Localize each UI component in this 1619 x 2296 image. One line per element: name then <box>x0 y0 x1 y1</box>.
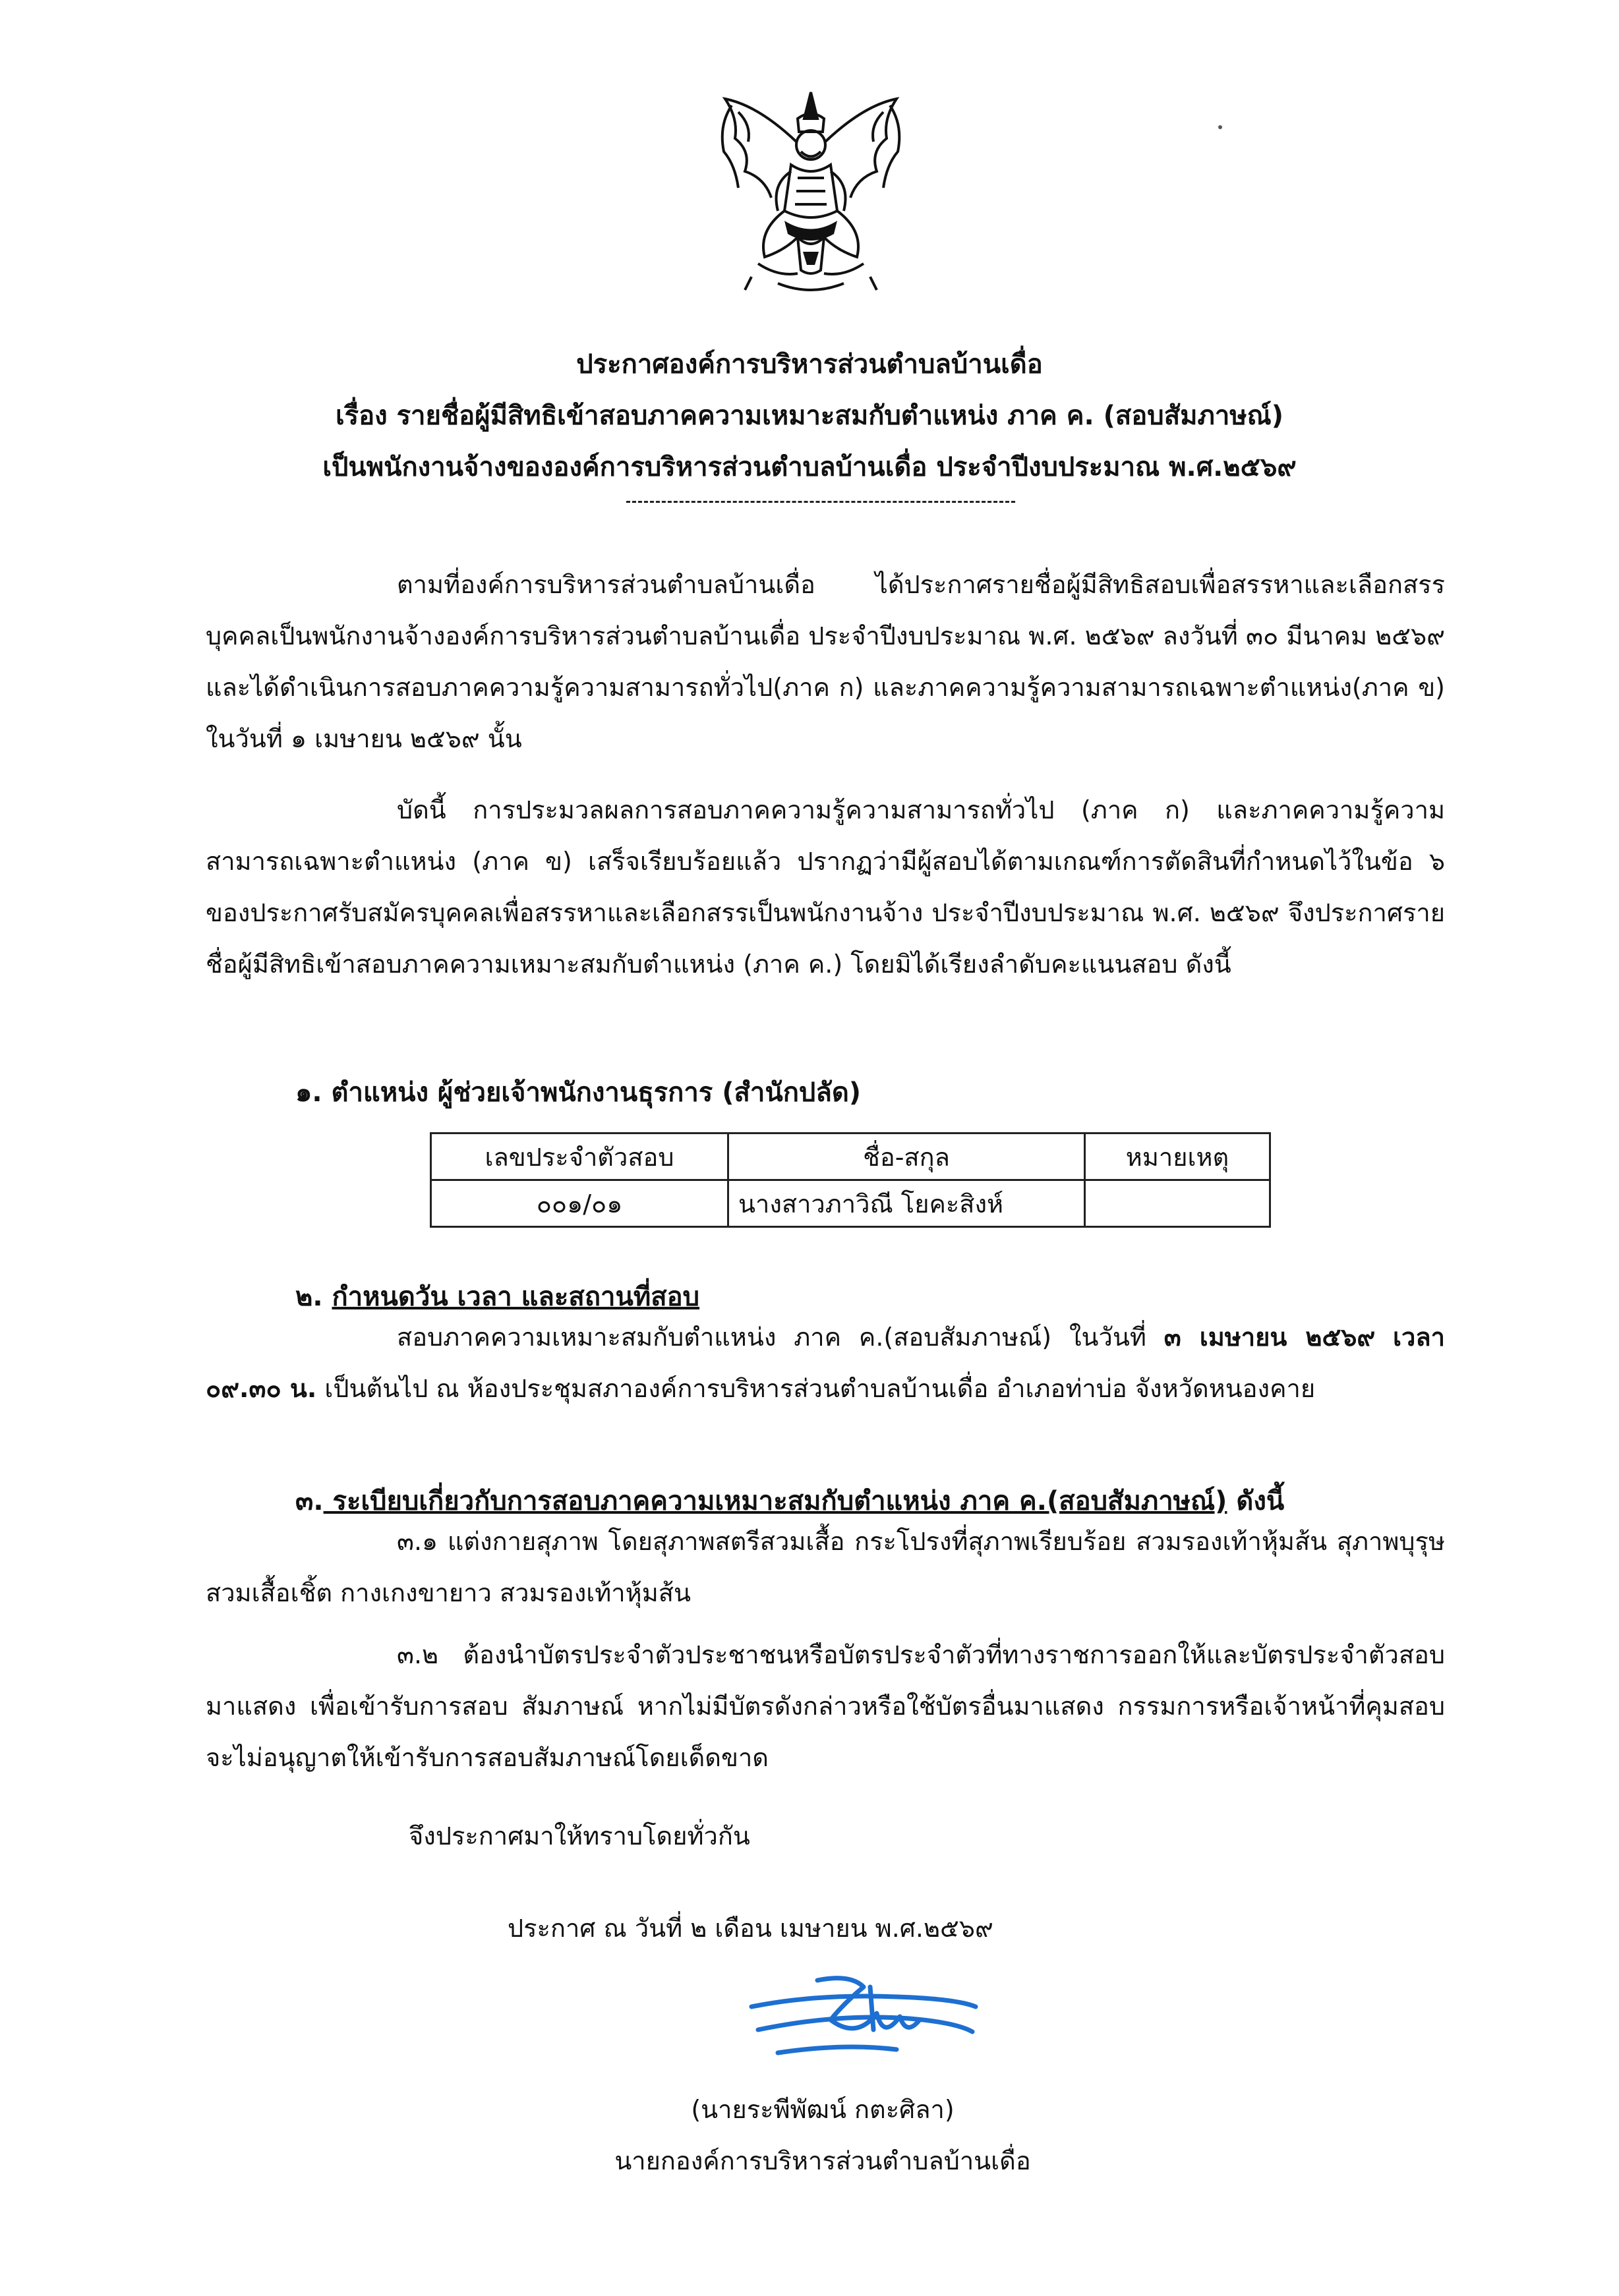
section3-number: ๓. <box>295 1486 324 1516</box>
section3-title: ระเบียบเกี่ยวกับการสอบภาคความเหมาะสมกับตำแหน่ง ภาค ค.(สอบสัมภาษณ์) <box>323 1486 1227 1516</box>
rule-item-1-text: ๓.๑ แต่งกายสุภาพ โดยสุภาพสตรีสวมเสื้อ กระโปรงที่สุภาพเรียบร้อย สวมรองเท้าหุ้มส้น สุภาพบุรุษสวมเสื้อเชิ้ต กางเกงขายาว สวมรองเท้าหุ้มส้น <box>206 1527 1445 1607</box>
cell-remarks <box>1085 1180 1270 1227</box>
section2-number: ๒. <box>295 1282 332 1312</box>
col-exam-id: เลขประจำตัวสอบ <box>431 1134 728 1180</box>
exam-time: เวลา ๐๙.๓๐ น. <box>206 1323 1445 1403</box>
announcement-issuer: ประกาศองค์การบริหารส่วนตำบลบ้านเดื่อ <box>576 349 1043 380</box>
section1-title: ๑. ตำแหน่ง ผู้ช่วยเจ้าพนักงานธุรการ (สำนักปลัด) <box>295 1077 862 1108</box>
section2-text-b: เป็นต้นไป ณ ห้องประชุมสภาองค์การบริหารส่วนตำบลบ้านเดื่อ อำเภอท่าบ่อ จังหวัดหนองคาย <box>316 1374 1316 1403</box>
rule-item-2-text: ๓.๒ ต้องนำบัตรประจำตัวประชาชนหรือบัตรประจำตัวที่ทางราชการออกให้และบัตรประจำตัวสอบมาแสดง เพื่อเข้ารับการสอบ สัมภาษณ์ หากไม่มีบัตรดังกล่าวหรือใช้บัตรอื่นมาแสดง กรรมการหรือเจ้าหน้าที่คุมสอบจะไม่อนุญาตให้เข้ารับการสอบสัมภาษณ์โดยเด็ดขาด <box>206 1640 1445 1772</box>
signer-name: (นายระพีพัฒน์ กตะศิลา) <box>691 2095 955 2124</box>
announcement-subject-cont: เป็นพนักงานจ้างขององค์การบริหารส่วนตำบลบ้านเดื่อ ประจำปีงบประมาณ พ.ศ.๒๕๖๙ <box>322 452 1297 482</box>
intro-paragraph <box>206 559 1445 764</box>
section2-paragraph <box>206 1311 1445 1414</box>
candidate-table <box>430 1132 1271 1228</box>
results-paragraph <box>206 784 1445 990</box>
section2-text-a: สอบภาคความเหมาะสมกับตำแหน่ง ภาค ค.(สอบสัมภาษณ์) ในวันที่ <box>397 1323 1164 1352</box>
section3-suffix: ดังนี้ <box>1227 1486 1285 1516</box>
cell-exam-id: ๐๐๑/๐๑ <box>431 1180 728 1227</box>
closing-notice: จึงประกาศมาให้ทราบโดยทั่วกัน <box>409 1822 750 1851</box>
scan-speck <box>1218 125 1222 129</box>
section2-title: กำหนดวัน เวลา และสถานที่สอบ <box>332 1282 700 1312</box>
exam-date: ๓ เมษายน ๒๕๖๙ <box>1163 1323 1376 1352</box>
col-remarks: หมายเหตุ <box>1085 1134 1270 1180</box>
intro-text: ตามที่องค์การบริหารส่วนตำบลบ้านเดื่อ ได้ประกาศรายชื่อผู้มีสิทธิสอบเพื่อสรรหาและเลือกสรรบุคคลเป็นพนักงานจ้างองค์การบริหารส่วนตำบลบ้านเดื่อ ประจำปีงบประมาณ พ.ศ. ๒๕๖๙ ลงวันที่ ๓๐ มีนาคม ๒๕๖๙ และได้ดำเนินการสอบภาคความรู้ความสามารถทั่วไป(ภาค ก) และภาคความรู้ความสามารถเฉพาะตำแหน่ง(ภาค ข) ในวันที่ ๑ เมษายน ๒๕๖๙ นั้น <box>206 570 1445 753</box>
rule-item-2 <box>206 1629 1445 1783</box>
handwritten-signature <box>738 1967 989 2066</box>
signer-title: นายกองค์การบริหารส่วนตำบลบ้านเดื่อ <box>614 2146 1031 2175</box>
table-row <box>431 1180 1270 1227</box>
header-divider <box>626 501 1015 503</box>
rule-item-1 <box>206 1516 1445 1619</box>
section2-text <box>206 1311 1445 1414</box>
announcement-subject: เรื่อง รายชื่อผู้มีสิทธิเข้าสอบภาคความเหมาะสมกับตำแหน่ง ภาค ค. (สอบสัมภาษณ์) <box>335 401 1284 431</box>
cell-full-name: นางสาวภาวิณี โยคะสิงห์ <box>728 1180 1085 1227</box>
table-header-row <box>431 1134 1270 1180</box>
col-full-name: ชื่อ-สกุล <box>728 1134 1085 1180</box>
results-text: บัดนี้ การประมวลผลการสอบภาคความรู้ความสามารถทั่วไป (ภาค ก) และภาคความรู้ความสามารถเฉพาะตำแหน่ง (ภาค ข) เสร็จเรียบร้อยแล้ว ปรากฏว่ามีผู้สอบได้ตามเกณฑ์การตัดสินที่กำหนดไว้ในข้อ ๖ ของประกาศรับสมัครบุคคลเพื่อสรรหาและเลือกสรรเป็นพนักงานจ้าง ประจำปีงบประมาณ พ.ศ. ๒๕๖๙ จึงประกาศรายชื่อผู้มีสิทธิเข้าสอบภาคความเหมาะสมกับตำแหน่ง (ภาค ค.) โดยมิได้เรียงลำดับคะแนนสอบ ดังนี้ <box>206 795 1445 979</box>
announcement-date: ประกาศ ณ วันที่ ๒ เดือน เมษายน พ.ศ.๒๕๖๙ <box>508 1914 993 1943</box>
garuda-emblem-icon <box>699 79 923 303</box>
